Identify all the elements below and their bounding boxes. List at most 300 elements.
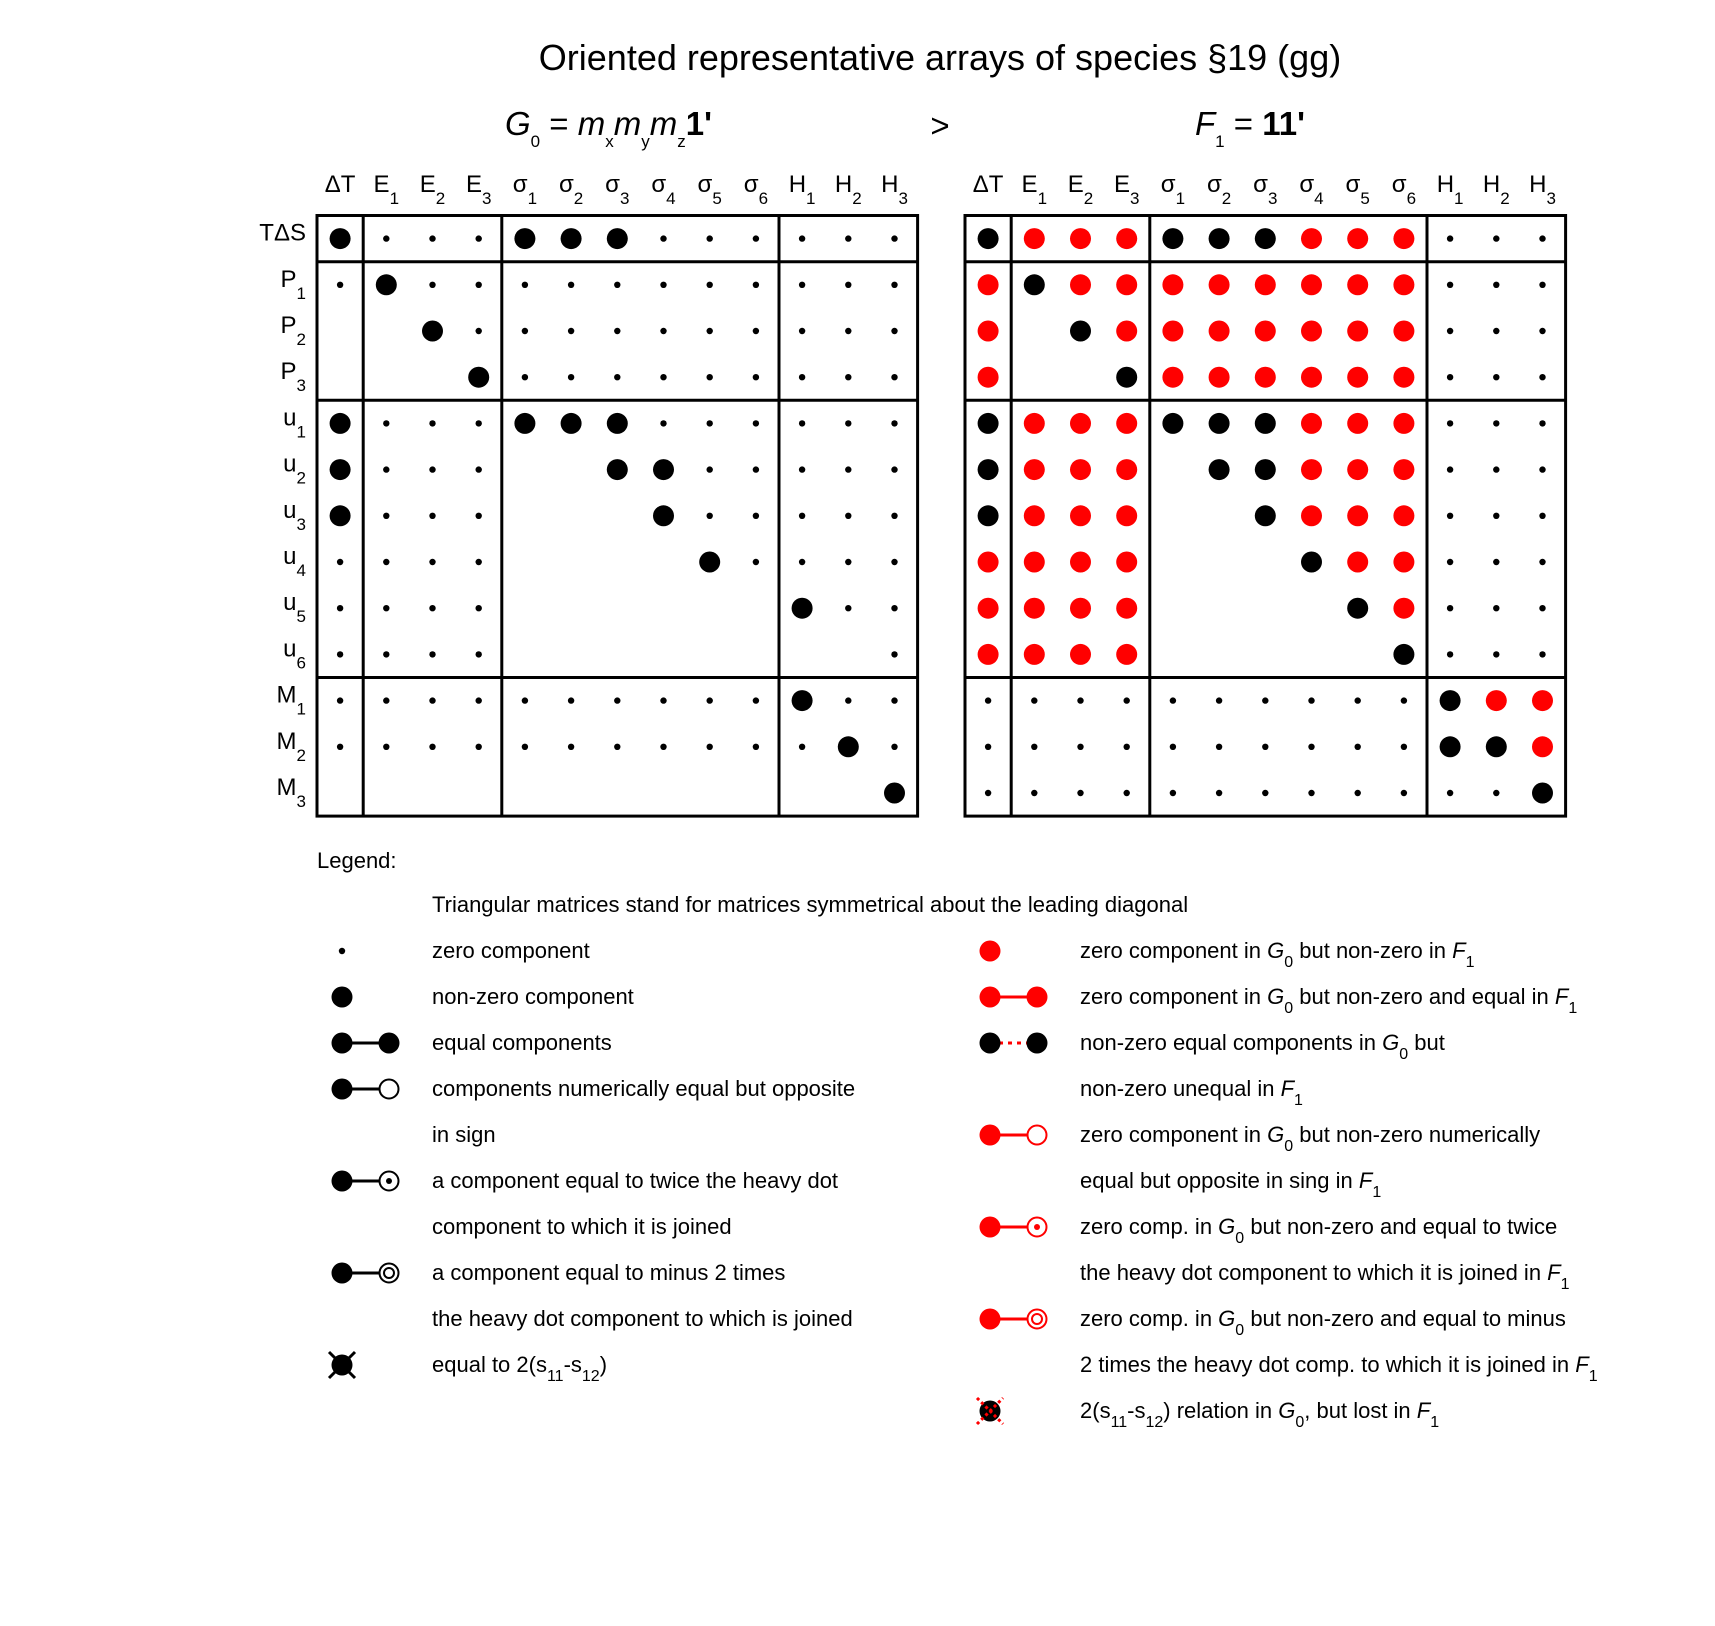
zero-component-dot bbox=[568, 328, 574, 334]
new-non-zero-component-dot bbox=[1116, 274, 1137, 295]
legend-item-red-equal-pair bbox=[980, 984, 1578, 1017]
zero-component-dot bbox=[1355, 790, 1361, 796]
zero-component-dot bbox=[753, 420, 759, 426]
new-non-zero-component-dot bbox=[1070, 552, 1091, 573]
zero-component-dot bbox=[1493, 328, 1499, 334]
column-label-e3: $E_3$ bbox=[465, 171, 492, 208]
new-non-zero-component-dot bbox=[978, 552, 999, 573]
row-label-u5: $u_5$ bbox=[283, 589, 306, 627]
row-label-u4: $u_4$ bbox=[283, 543, 306, 580]
matrix-f1 bbox=[965, 171, 1566, 816]
row-label-u6: $u_6$ bbox=[283, 635, 306, 673]
legend-item-equal-pair bbox=[332, 1030, 612, 1055]
new-non-zero-component-dot bbox=[1116, 552, 1137, 573]
zero-component-dot bbox=[429, 605, 435, 611]
zero-component-dot bbox=[568, 697, 574, 703]
column-label-5: $\sigma_5$ bbox=[1345, 171, 1370, 208]
new-non-zero-component-dot bbox=[1347, 505, 1368, 526]
zero-component-dot bbox=[845, 235, 851, 241]
zero-component-dot bbox=[753, 559, 759, 565]
zero-component-dot bbox=[799, 744, 805, 750]
zero-component-dot bbox=[753, 744, 759, 750]
non-zero-component-dot bbox=[1162, 413, 1183, 434]
open-dot bbox=[380, 1080, 399, 1099]
zero-component-dot bbox=[753, 328, 759, 334]
zero-component-dot bbox=[1493, 282, 1499, 288]
new-non-zero-component-dot bbox=[1532, 690, 1553, 711]
non-zero-component-dot bbox=[561, 228, 582, 249]
zero-component-dot bbox=[1539, 235, 1545, 241]
new-non-zero-component-dot bbox=[1347, 321, 1368, 342]
zero-component-dot bbox=[891, 605, 897, 611]
zero-component-dot bbox=[891, 513, 897, 519]
zero-component-dot bbox=[1539, 651, 1545, 657]
group-label-g0: $G_0 = m_xm_ym_z1'$ bbox=[505, 105, 712, 151]
group-relation: > bbox=[930, 107, 950, 144]
zero-component-dot bbox=[1124, 697, 1130, 703]
zero-component-dot bbox=[799, 328, 805, 334]
legend-text: non-zero component bbox=[432, 984, 634, 1009]
non-zero-component-dot bbox=[330, 413, 351, 434]
zero-component-dot bbox=[845, 374, 851, 380]
zero-component-dot bbox=[383, 235, 389, 241]
zero-component-dot bbox=[753, 697, 759, 703]
zero-component-dot bbox=[1124, 790, 1130, 796]
heavy-dot bbox=[332, 1033, 353, 1054]
non-zero-component-dot bbox=[1301, 552, 1322, 573]
column-label-t: ΔT bbox=[324, 171, 356, 198]
new-non-zero-component-dot bbox=[1255, 274, 1276, 295]
heavy-dot bbox=[980, 1217, 1001, 1238]
zero-component-dot bbox=[845, 605, 851, 611]
zero-component-dot bbox=[845, 420, 851, 426]
non-zero-component-dot bbox=[978, 459, 999, 480]
new-non-zero-component-dot bbox=[1070, 598, 1091, 619]
legend-item-cross-dot bbox=[329, 1352, 607, 1385]
non-zero-component-dot bbox=[607, 228, 628, 249]
column-label-6: $\sigma_6$ bbox=[1391, 171, 1417, 208]
zero-component-dot bbox=[660, 420, 666, 426]
new-non-zero-component-dot bbox=[1255, 321, 1276, 342]
zero-component-dot bbox=[1216, 697, 1222, 703]
zero-component-dot bbox=[799, 466, 805, 472]
non-zero-component-dot bbox=[422, 321, 443, 342]
zero-component-dot bbox=[337, 651, 343, 657]
zero-component-dot bbox=[799, 235, 805, 241]
zero-component-dot bbox=[337, 282, 343, 288]
zero-component-dot bbox=[476, 282, 482, 288]
zero-component-dot bbox=[845, 513, 851, 519]
column-label-e2: $E_2$ bbox=[1067, 171, 1094, 208]
legend-note: Triangular matrices stand for matrices symmetrical about the leading diagonal bbox=[432, 892, 1189, 917]
zero-component-dot bbox=[1262, 697, 1268, 703]
matrix-frame bbox=[317, 216, 918, 817]
new-non-zero-component-dot bbox=[1347, 459, 1368, 480]
zero-component-dot bbox=[799, 282, 805, 288]
zero-component-dot bbox=[614, 374, 620, 380]
diagram-title: Oriented representative arrays of species §19 (gg) bbox=[538, 37, 1342, 78]
column-label-3: $\sigma_3$ bbox=[605, 171, 630, 208]
zero-component-dot bbox=[1170, 697, 1176, 703]
zero-component-dot bbox=[1493, 466, 1499, 472]
non-zero-component-dot bbox=[1255, 228, 1276, 249]
new-non-zero-component-dot bbox=[1347, 413, 1368, 434]
new-non-zero-component-dot bbox=[1393, 552, 1414, 573]
legend bbox=[317, 848, 1598, 1431]
new-non-zero-component-dot bbox=[1301, 367, 1322, 388]
column-label-5: $\sigma_5$ bbox=[697, 171, 722, 208]
zero-component-dot bbox=[660, 744, 666, 750]
zero-component-dot bbox=[1447, 790, 1453, 796]
non-zero-component-dot bbox=[330, 505, 351, 526]
new-non-zero-component-dot bbox=[1070, 413, 1091, 434]
zero-component-dot bbox=[522, 697, 528, 703]
zero-component-dot bbox=[707, 466, 713, 472]
column-label-h1: $H_1$ bbox=[788, 171, 816, 208]
legend-item-dotted-pair bbox=[980, 1030, 1445, 1109]
legend-text: non-zero equal components in $G_0$ but bbox=[1080, 1030, 1445, 1063]
legend-item-twice-pair bbox=[332, 1168, 839, 1239]
zero-component-dot bbox=[1493, 790, 1499, 796]
non-zero-component-dot bbox=[978, 413, 999, 434]
zero-component-dot bbox=[891, 559, 897, 565]
zero-component-dot bbox=[1077, 697, 1083, 703]
zero-component-dot bbox=[337, 605, 343, 611]
row-label-ts: TΔS bbox=[259, 219, 306, 247]
new-non-zero-component-dot bbox=[1347, 274, 1368, 295]
zero-component-dot bbox=[337, 744, 343, 750]
zero-component-dot bbox=[1077, 744, 1083, 750]
new-non-zero-component-dot bbox=[1347, 552, 1368, 573]
matrix-g0 bbox=[317, 171, 918, 816]
legend-text: zero component in $G_0$ but non-zero and equal in $F_1$ bbox=[1080, 984, 1578, 1017]
zero-component-dot bbox=[383, 513, 389, 519]
zero-component-dot bbox=[476, 559, 482, 565]
legend-text: the heavy dot component to which is joined bbox=[432, 1306, 853, 1331]
new-non-zero-component-dot bbox=[978, 367, 999, 388]
non-zero-component-dot bbox=[330, 459, 351, 480]
zero-component-dot bbox=[1447, 466, 1453, 472]
non-zero-component-dot bbox=[1209, 228, 1230, 249]
zero-component-dot bbox=[429, 235, 435, 241]
heavy-dot bbox=[379, 1033, 400, 1054]
non-zero-component-dot bbox=[607, 459, 628, 480]
zero-component-dot bbox=[891, 697, 897, 703]
zero-component-dot bbox=[429, 513, 435, 519]
new-non-zero-component-dot bbox=[1347, 228, 1368, 249]
legend-text: 2 times the heavy dot comp. to which it is joined in $F_1$ bbox=[1080, 1352, 1598, 1385]
non-zero-component-dot bbox=[1255, 505, 1276, 526]
legend-text: the heavy dot component to which it is joined in $F_1$ bbox=[1080, 1260, 1570, 1293]
zero-component-dot bbox=[1493, 420, 1499, 426]
zero-component-dot bbox=[429, 559, 435, 565]
new-non-zero-component-dot bbox=[1024, 228, 1045, 249]
non-zero-component-dot bbox=[884, 783, 905, 804]
zero-component-dot bbox=[1308, 744, 1314, 750]
zero-component-dot bbox=[476, 697, 482, 703]
zero-component-dot bbox=[707, 697, 713, 703]
row-label-p2: $P_2$ bbox=[280, 312, 306, 349]
zero-component-dot bbox=[1216, 790, 1222, 796]
zero-component-dot bbox=[1401, 744, 1407, 750]
zero-component-dot bbox=[568, 282, 574, 288]
heavy-dot bbox=[980, 1309, 1001, 1330]
column-label-e1: $E_1$ bbox=[1021, 171, 1048, 208]
non-zero-component-dot bbox=[1532, 783, 1553, 804]
legend-text: zero comp. in $G_0$ but non-zero and equal to twice bbox=[1080, 1214, 1558, 1247]
non-zero-component-dot bbox=[1024, 274, 1045, 295]
column-label-4: $\sigma_4$ bbox=[1299, 171, 1324, 208]
group-label-f1: $F_1 = 11'$ bbox=[1195, 105, 1305, 151]
new-non-zero-component-dot bbox=[1393, 367, 1414, 388]
zero-component-dot bbox=[1216, 744, 1222, 750]
non-zero-component-dot bbox=[330, 228, 351, 249]
zero-component-dot bbox=[476, 744, 482, 750]
column-label-1: $\sigma_1$ bbox=[512, 171, 538, 208]
zero-component-dot bbox=[1447, 605, 1453, 611]
non-zero-component-dot bbox=[978, 505, 999, 526]
column-label-2: $\sigma_2$ bbox=[1206, 171, 1232, 208]
zero-component-dot bbox=[1539, 282, 1545, 288]
heavy-dot bbox=[980, 1125, 1001, 1146]
non-zero-component-dot bbox=[514, 413, 535, 434]
new-non-zero-component-dot bbox=[1116, 598, 1137, 619]
heavy-dot bbox=[332, 1263, 353, 1284]
column-label-4: $\sigma_4$ bbox=[651, 171, 676, 208]
row-label-p3: $P_3$ bbox=[280, 358, 306, 396]
zero-component-dot bbox=[660, 374, 666, 380]
new-non-zero-component-dot bbox=[1255, 367, 1276, 388]
new-non-zero-component-dot bbox=[1393, 459, 1414, 480]
zero-component-dot bbox=[985, 744, 991, 750]
new-non-zero-component-dot bbox=[1301, 459, 1322, 480]
zero-component-dot bbox=[1447, 374, 1453, 380]
zero-component-dot bbox=[429, 651, 435, 657]
zero-component-dot bbox=[845, 697, 851, 703]
legend-text: component to which it is joined bbox=[432, 1214, 732, 1239]
zero-component-dot bbox=[476, 420, 482, 426]
zero-component-dot bbox=[1308, 697, 1314, 703]
row-label-u3: $u_3$ bbox=[283, 496, 306, 534]
zero-component-dot bbox=[799, 513, 805, 519]
zero-component-dot bbox=[1401, 790, 1407, 796]
new-non-zero-component-dot bbox=[1209, 367, 1230, 388]
zero-component-dot bbox=[1539, 559, 1545, 565]
zero-component-dot bbox=[707, 235, 713, 241]
zero-component-dot bbox=[1170, 744, 1176, 750]
zero-component-dot bbox=[522, 374, 528, 380]
column-label-1: $\sigma_1$ bbox=[1160, 171, 1186, 208]
zero-component-dot bbox=[891, 235, 897, 241]
zero-component-dot bbox=[614, 744, 620, 750]
column-label-h3: $H_3$ bbox=[881, 171, 908, 208]
zero-component-dot bbox=[476, 605, 482, 611]
non-zero-component-dot bbox=[468, 367, 489, 388]
zero-component-dot bbox=[1401, 697, 1407, 703]
zero-component-dot bbox=[476, 513, 482, 519]
non-zero-component-dot bbox=[1116, 367, 1137, 388]
zero-component-dot bbox=[891, 374, 897, 380]
legend-text: $2(s_{11}-s_{12})$ relation in $G_0$, but lost in $F_1$ bbox=[1080, 1398, 1440, 1431]
new-non-zero-component-dot bbox=[1301, 413, 1322, 434]
legend-item-opposite-pair bbox=[332, 1076, 856, 1147]
zero-component-dot bbox=[1447, 651, 1453, 657]
row-label-m3: $M_3$ bbox=[276, 774, 306, 811]
new-non-zero-component-dot bbox=[1209, 274, 1230, 295]
zero-component-dot bbox=[660, 235, 666, 241]
heavy-dot bbox=[1027, 987, 1048, 1008]
zero-component-dot bbox=[753, 466, 759, 472]
zero-component-dot bbox=[476, 651, 482, 657]
zero-component-dot bbox=[1031, 697, 1037, 703]
zero-component-dot bbox=[1493, 651, 1499, 657]
column-label-e2: $E_2$ bbox=[419, 171, 446, 208]
zero-component-dot bbox=[660, 328, 666, 334]
zero-component-dot bbox=[707, 374, 713, 380]
zero-component-dot bbox=[383, 651, 389, 657]
legend-text: equal to $2(s_{11}-s_{12})$ bbox=[432, 1352, 608, 1385]
row-labels bbox=[259, 220, 306, 811]
column-label-2: $\sigma_2$ bbox=[558, 171, 584, 208]
zero-component-dot bbox=[337, 559, 343, 565]
new-non-zero-component-dot bbox=[1070, 644, 1091, 665]
open-dot bbox=[1028, 1126, 1047, 1145]
zero-component-dot bbox=[429, 466, 435, 472]
new-non-zero-component-dot bbox=[1116, 321, 1137, 342]
non-zero-component-dot bbox=[1255, 459, 1276, 480]
zero-component-dot bbox=[476, 235, 482, 241]
zero-component-dot bbox=[799, 420, 805, 426]
non-zero-component-dot bbox=[376, 274, 397, 295]
zero-component-dot bbox=[522, 328, 528, 334]
zero-component-dot bbox=[707, 282, 713, 288]
zero-component-dot bbox=[1447, 420, 1453, 426]
zero-component-dot bbox=[614, 697, 620, 703]
zero-component-dot bbox=[522, 744, 528, 750]
non-zero-component-dot bbox=[514, 228, 535, 249]
non-zero-component-dot bbox=[1070, 321, 1091, 342]
zero-component-dot bbox=[1031, 790, 1037, 796]
zero-component-dot bbox=[707, 328, 713, 334]
zero-component-dot bbox=[891, 282, 897, 288]
zero-component-dot bbox=[1447, 513, 1453, 519]
zero-component-dot bbox=[799, 559, 805, 565]
new-non-zero-component-dot bbox=[1070, 505, 1091, 526]
zero-component-dot bbox=[1539, 466, 1545, 472]
new-non-zero-component-dot bbox=[1393, 505, 1414, 526]
column-label-t: ΔT bbox=[972, 171, 1004, 198]
non-zero-component-dot bbox=[1347, 598, 1368, 619]
zero-component-dot bbox=[568, 744, 574, 750]
zero-component-dot bbox=[891, 744, 897, 750]
legend-item-red-twice-pair bbox=[980, 1214, 1570, 1293]
legend-text: in sign bbox=[432, 1122, 496, 1147]
zero-component-dot bbox=[891, 651, 897, 657]
legend-item-red-dot bbox=[980, 938, 1475, 971]
new-non-zero-component-dot bbox=[978, 644, 999, 665]
column-label-e1: $E_1$ bbox=[373, 171, 400, 208]
legend-item-small-dot bbox=[339, 938, 590, 963]
new-non-zero-component-dot bbox=[1301, 321, 1322, 342]
zero-component-dot bbox=[1447, 328, 1453, 334]
zero-component-dot bbox=[1308, 790, 1314, 796]
zero-component-dot bbox=[753, 513, 759, 519]
zero-component-dot bbox=[1493, 235, 1499, 241]
new-non-zero-component-dot bbox=[1532, 736, 1553, 757]
zero-component-dot bbox=[707, 420, 713, 426]
legend-item-red-minus-two-pair bbox=[980, 1306, 1598, 1385]
zero-component-dot bbox=[1539, 513, 1545, 519]
non-zero-component-dot bbox=[838, 736, 859, 757]
new-non-zero-component-dot bbox=[1393, 228, 1414, 249]
legend-right-column bbox=[977, 938, 1598, 1431]
row-label-m1: $M_1$ bbox=[276, 681, 306, 719]
zero-component-dot bbox=[429, 420, 435, 426]
zero-component-dot bbox=[845, 466, 851, 472]
zero-component-dot bbox=[985, 697, 991, 703]
zero-component-dot bbox=[845, 328, 851, 334]
new-non-zero-component-dot bbox=[1301, 505, 1322, 526]
new-non-zero-component-dot bbox=[978, 274, 999, 295]
zero-component-dot bbox=[707, 513, 713, 519]
non-zero-component-dot bbox=[653, 459, 674, 480]
zero-component-dot bbox=[429, 697, 435, 703]
non-zero-component-dot bbox=[978, 228, 999, 249]
non-zero-component-dot bbox=[607, 413, 628, 434]
zero-component-dot bbox=[1170, 790, 1176, 796]
zero-component-dot bbox=[753, 374, 759, 380]
center-dot bbox=[386, 1178, 392, 1184]
zero-component-dot bbox=[1355, 744, 1361, 750]
new-non-zero-component-dot bbox=[1393, 598, 1414, 619]
new-non-zero-component-dot bbox=[1209, 321, 1230, 342]
new-non-zero-component-dot bbox=[1486, 690, 1507, 711]
zero-component-dot bbox=[522, 282, 528, 288]
new-non-zero-component-dot bbox=[1347, 367, 1368, 388]
new-non-zero-component-dot bbox=[1024, 505, 1045, 526]
open-dot bbox=[1028, 1310, 1047, 1329]
legend-heading: Legend: bbox=[317, 848, 397, 873]
column-label-h2: $H_2$ bbox=[834, 171, 862, 208]
zero-component-dot bbox=[1447, 282, 1453, 288]
legend-text: equal but opposite in sing in $F_1$ bbox=[1080, 1168, 1382, 1201]
heavy-dot bbox=[332, 1079, 353, 1100]
zero-component-dot bbox=[568, 374, 574, 380]
new-non-zero-component-dot bbox=[1393, 274, 1414, 295]
non-zero-component-dot bbox=[561, 413, 582, 434]
zero-component-dot bbox=[1539, 420, 1545, 426]
column-label-3: $\sigma_3$ bbox=[1253, 171, 1278, 208]
new-non-zero-component-dot bbox=[1162, 367, 1183, 388]
new-non-zero-component-dot bbox=[1070, 228, 1091, 249]
column-label-e3: $E_3$ bbox=[1113, 171, 1140, 208]
zero-component-dot bbox=[707, 744, 713, 750]
zero-component-dot bbox=[1447, 235, 1453, 241]
new-non-zero-component-dot bbox=[1162, 274, 1183, 295]
non-zero-component-dot bbox=[1255, 413, 1276, 434]
zero-component-dot bbox=[614, 328, 620, 334]
legend-text: zero component in $G_0$ but non-zero in $F_1$ bbox=[1080, 938, 1475, 971]
zero-component-dot bbox=[383, 697, 389, 703]
zero-component-dot bbox=[845, 559, 851, 565]
legend-text: non-zero unequal in $F_1$ bbox=[1080, 1076, 1303, 1109]
new-non-zero-component-dot bbox=[1116, 644, 1137, 665]
legend-item-heavy-dot bbox=[332, 984, 634, 1009]
non-zero-component-dot bbox=[792, 690, 813, 711]
open-dot bbox=[380, 1264, 399, 1283]
heavy-dot bbox=[980, 1033, 1001, 1054]
heavy-dot bbox=[1027, 1033, 1048, 1054]
